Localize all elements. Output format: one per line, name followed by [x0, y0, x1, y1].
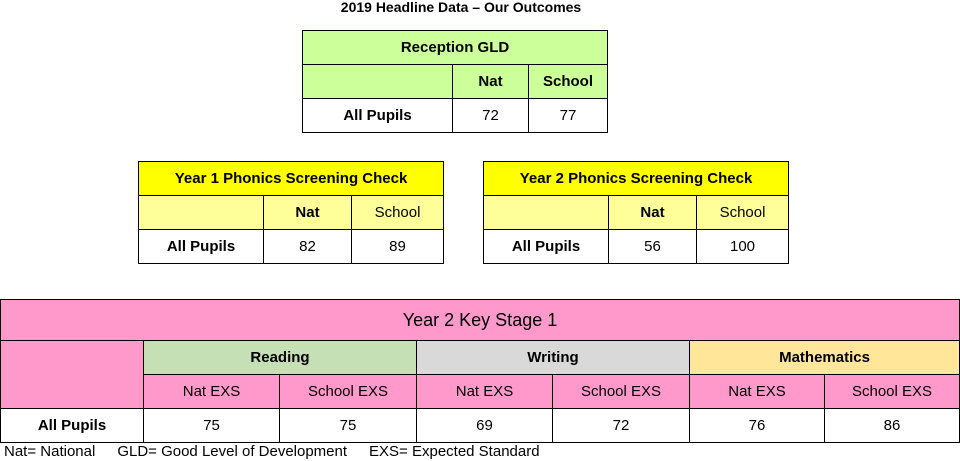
reception-row-label: All Pupils — [303, 99, 453, 133]
ks1-reading-nat-value: 75 — [144, 409, 280, 443]
ks1-maths-nat-value: 76 — [690, 409, 825, 443]
ks1-header-blank — [1, 341, 144, 409]
ks1-reading-school-value: 75 — [280, 409, 417, 443]
reception-col-school: School — [529, 65, 608, 99]
year1-col-school: School — [352, 196, 444, 230]
reception-title: Reception GLD — [303, 31, 608, 65]
year1-school-value: 89 — [352, 230, 444, 264]
footer-key — [4, 443, 562, 461]
ks1-writing-school-value: 72 — [553, 409, 690, 443]
ks1-maths-col-nat: Nat EXS — [690, 375, 825, 409]
ks1-row-label: All Pupils — [1, 409, 144, 443]
year2-nat-value: 56 — [609, 230, 697, 264]
ks1-reading-col-nat: Nat EXS — [144, 375, 280, 409]
ks1-subject-reading: Reading — [144, 341, 417, 375]
reception-header-blank — [303, 65, 453, 99]
ks1-title: Year 2 Key Stage 1 — [1, 300, 960, 341]
year2-phonics-table — [483, 161, 789, 264]
year1-phonics-title: Year 1 Phonics Screening Check — [139, 162, 444, 196]
ks1-reading-col-school: School EXS — [280, 375, 417, 409]
reception-col-nat: Nat — [453, 65, 529, 99]
reception-school-value: 77 — [529, 99, 608, 133]
year1-row-label: All Pupils — [139, 230, 264, 264]
ks1-writing-col-nat: Nat EXS — [417, 375, 553, 409]
footer-exs-key: EXS= Expected Standard — [369, 443, 540, 460]
footer-gld-key: GLD= Good Level of Development — [117, 443, 348, 460]
year2-row-label: All Pupils — [484, 230, 609, 264]
year2-col-nat: Nat — [609, 196, 697, 230]
ks1-maths-col-school: School EXS — [825, 375, 960, 409]
year1-phonics-table — [138, 161, 444, 264]
year2-school-value: 100 — [697, 230, 789, 264]
ks1-writing-col-school: School EXS — [553, 375, 690, 409]
ks1-maths-school-value: 86 — [825, 409, 960, 443]
ks1-subject-writing: Writing — [417, 341, 690, 375]
footer-nat-key: Nat= National — [4, 443, 96, 460]
year1-header-blank — [139, 196, 264, 230]
year2-col-school: School — [697, 196, 789, 230]
ks1-writing-nat-value: 69 — [417, 409, 553, 443]
reception-gld-table — [302, 30, 608, 133]
ks1-table — [0, 299, 960, 443]
year2-header-blank — [484, 196, 609, 230]
reception-nat-value: 72 — [453, 99, 529, 133]
year1-nat-value: 82 — [264, 230, 352, 264]
ks1-subject-mathematics: Mathematics — [690, 341, 960, 375]
page-title: 2019 Headline Data – Our Outcomes — [340, 0, 582, 15]
year2-phonics-title: Year 2 Phonics Screening Check — [484, 162, 789, 196]
year1-col-nat: Nat — [264, 196, 352, 230]
